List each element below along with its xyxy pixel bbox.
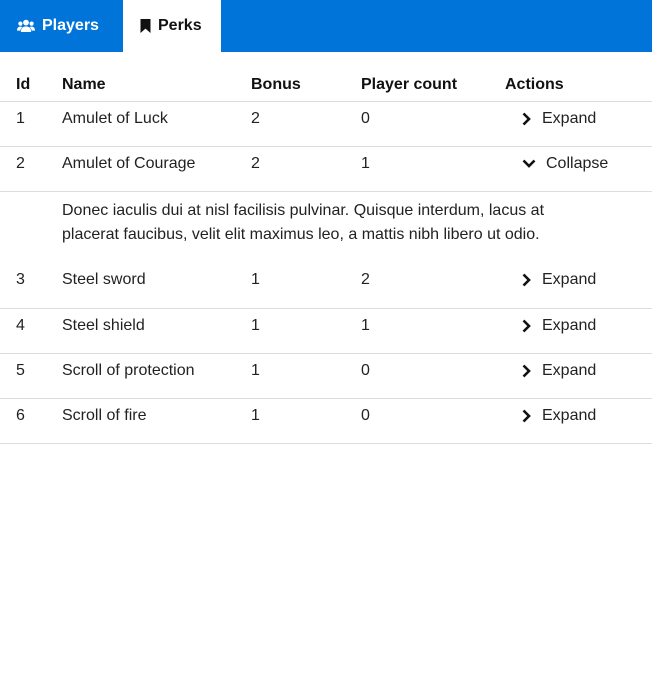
cell-bonus: 1 xyxy=(251,398,361,443)
table-row xyxy=(0,308,652,353)
expand-button-label: Expand xyxy=(542,271,597,288)
expand-button[interactable] xyxy=(522,271,596,289)
cell-id: 4 xyxy=(0,308,62,353)
cell-bonus: 1 xyxy=(251,263,361,308)
chevron-down-icon xyxy=(522,159,546,168)
cell-actions xyxy=(505,263,652,308)
cell-actions xyxy=(505,398,652,443)
cell-player-count: 2 xyxy=(361,263,505,308)
expand-button[interactable] xyxy=(522,362,596,380)
cell-name: Scroll of protection xyxy=(62,353,251,398)
expand-button[interactable] xyxy=(522,317,596,335)
tab-perks[interactable] xyxy=(123,0,221,52)
expand-button-label: Expand xyxy=(542,406,597,424)
cell-bonus: 1 xyxy=(251,308,361,353)
cell-name: Amulet of Courage xyxy=(62,146,251,191)
expand-button-label: Expand xyxy=(542,361,597,379)
cell-id: 6 xyxy=(0,398,62,443)
table-row xyxy=(0,263,652,308)
bookmark-icon xyxy=(140,19,151,33)
cell-player-count: 0 xyxy=(361,101,505,146)
table-row xyxy=(0,398,652,443)
cell-id: 1 xyxy=(0,101,62,146)
column-header-player-count: Player count xyxy=(361,68,505,101)
cell-player-count: 1 xyxy=(361,146,505,191)
cell-bonus: 1 xyxy=(251,353,361,398)
tab-perks-label: Perks xyxy=(158,17,202,34)
perk-detail-row xyxy=(0,191,652,263)
cell-name: Steel sword xyxy=(62,263,251,308)
cell-player-count: 0 xyxy=(361,398,505,443)
cell-id: 5 xyxy=(0,353,62,398)
collapse-button[interactable] xyxy=(522,155,608,173)
expand-button-label: Expand xyxy=(542,316,597,334)
cell-player-count: 1 xyxy=(361,308,505,353)
chevron-right-icon xyxy=(522,273,542,287)
cell-bonus: 2 xyxy=(251,101,361,146)
cell-id: 2 xyxy=(0,146,62,191)
cell-bonus: 2 xyxy=(251,146,361,191)
expand-button[interactable] xyxy=(522,407,596,425)
table-row xyxy=(0,101,652,146)
chevron-right-icon xyxy=(522,409,542,423)
table-header-row xyxy=(0,68,652,101)
chevron-right-icon xyxy=(522,319,542,333)
users-icon xyxy=(17,19,35,33)
expand-button[interactable] xyxy=(522,110,596,128)
column-header-bonus: Bonus xyxy=(251,68,361,101)
tab-bar xyxy=(0,0,652,52)
perks-table xyxy=(0,68,652,444)
tab-players[interactable] xyxy=(0,0,123,52)
cell-actions xyxy=(505,101,652,146)
column-header-id: Id xyxy=(0,68,62,101)
cell-id: 3 xyxy=(0,263,62,308)
perk-description: Donec iaculis dui at nisl facilisis pulvinar. Quisque interdum, lacus at placerat faucibus, velit elit maximus leo, a mattis nibh libero ut odio. xyxy=(62,201,545,243)
table-row xyxy=(0,353,652,398)
collapse-button-label: Collapse xyxy=(546,154,609,172)
column-header-name: Name xyxy=(62,68,251,101)
table-row xyxy=(0,146,652,191)
cell-actions xyxy=(505,146,652,191)
cell-player-count: 0 xyxy=(361,353,505,398)
cell-actions xyxy=(505,308,652,353)
cell-name: Scroll of fire xyxy=(62,398,251,443)
chevron-right-icon xyxy=(522,112,542,126)
chevron-right-icon xyxy=(522,364,542,378)
expand-button-label: Expand xyxy=(542,109,597,127)
tab-players-label: Players xyxy=(42,17,99,34)
cell-name: Steel shield xyxy=(62,308,251,353)
cell-name: Amulet of Luck xyxy=(62,101,251,146)
cell-actions xyxy=(505,353,652,398)
column-header-actions: Actions xyxy=(505,68,652,101)
